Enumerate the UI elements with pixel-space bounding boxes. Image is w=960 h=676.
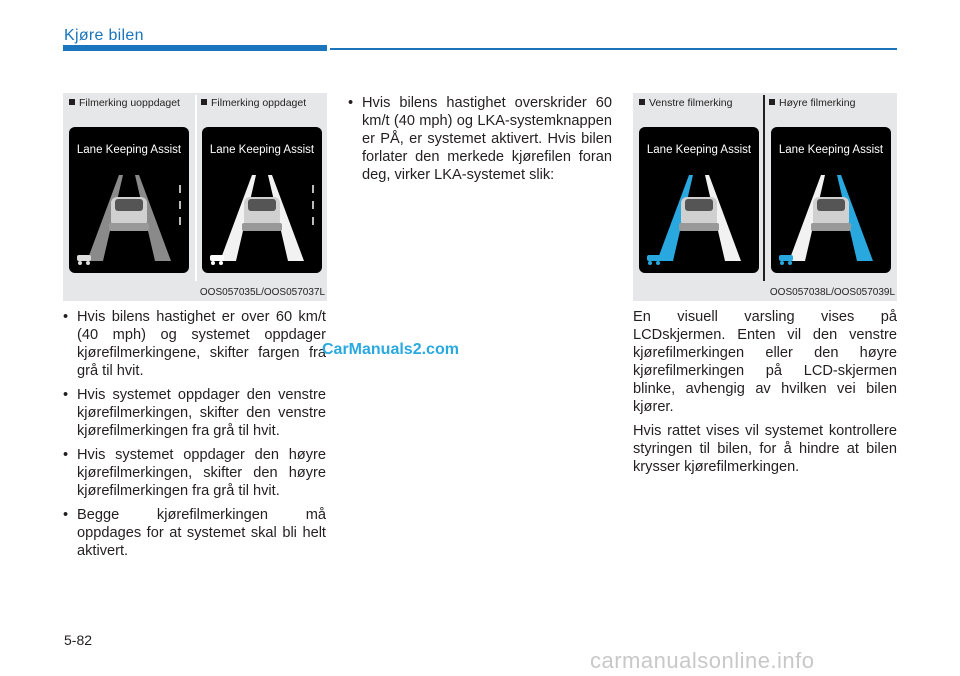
paragraph: En visuell varsling vises på LCDskjermen. Enten vil den venstre kjørefilmerkingen eller den høyre kjørefilmerkingen på LCD-skjermen blinke, avhengig av hvilken vei bilen kjører.: [633, 309, 897, 415]
section-title: Kjøre bilen: [64, 27, 144, 44]
lka-display-graphic: [202, 127, 322, 273]
figure-left-caption-2: Filmerking oppdaget: [201, 97, 306, 109]
column-3-text: [633, 308, 897, 482]
lka-screen-right-warning: [771, 127, 891, 273]
lka-screen-title: Lane Keeping Assist: [209, 144, 315, 156]
paragraph: Hvis rattet vises vil systemet kontrollere styringen til bilen, for å hindre at bilen krysser kjørefilmerkingen.: [633, 423, 897, 475]
lka-screen-title: Lane Keeping Assist: [646, 144, 752, 156]
lka-screen-title: Lane Keeping Assist: [76, 144, 182, 156]
bullet-item: • Hvis systemet oppdager den høyre kjørefilmerkingen, skifter den høyre kjørefilmerkingen fra grå til hvit.: [63, 446, 326, 500]
figure-left-code: OOS057035L/OOS057037L: [199, 287, 325, 298]
lka-display-graphic: [639, 127, 759, 273]
bullet-item: • Hvis systemet oppdager den venstre kjørefilmerkingen, skifter den venstre kjørefilmerkingen fra grå til hvit.: [63, 386, 326, 440]
bullet-item: • Begge kjørefilmerkingen må oppdages for at systemet skal bli helt aktivert.: [63, 506, 326, 560]
figure-left-caption-1: Filmerking uoppdaget: [69, 97, 180, 109]
figure-right: [633, 93, 897, 301]
column-2-text: [348, 94, 612, 190]
lka-display-graphic: [771, 127, 891, 273]
lka-car-icon: [647, 255, 661, 265]
page-number: 5-82: [64, 632, 93, 648]
figure-left: [63, 93, 327, 301]
figure-right-caption-1: Venstre filmerking: [639, 97, 732, 109]
lka-screen-undetected: [69, 127, 189, 273]
figure-divider: [195, 95, 197, 281]
bullet-item: • Hvis bilens hastighet overskrider 60 km/t (40 mph) og LKA-systemknappen er PÅ, er systemet aktivert. Hvis bilen forlater den merkede kjørefilen foran deg, virker LKA-systemet slik:: [348, 94, 612, 184]
lka-screen-detected: [202, 127, 322, 273]
figure-divider: [763, 95, 765, 281]
bullet-item: • Hvis bilens hastighet er over 60 km/t (40 mph) og systemet oppdager kjørefilmerkingene, skifter fargen fra grå til hvit.: [63, 308, 326, 380]
header-rule-thin: [330, 48, 897, 50]
lka-car-icon: [210, 255, 224, 265]
lka-car-icon: [779, 255, 793, 265]
figure-right-code: OOS057038L/OOS057039L: [769, 287, 895, 298]
watermark-link[interactable]: CarManuals2.com: [322, 341, 459, 358]
header-rule-thick: [63, 45, 327, 51]
lka-display-graphic: [69, 127, 189, 273]
footer-watermark[interactable]: carmanualsonline.info: [590, 648, 815, 673]
column-1-text: [63, 308, 326, 566]
lka-screen-title: Lane Keeping Assist: [778, 144, 884, 156]
lka-car-icon: [77, 255, 91, 265]
lka-screen-left-warning: [639, 127, 759, 273]
figure-right-caption-2: Høyre filmerking: [769, 97, 855, 109]
